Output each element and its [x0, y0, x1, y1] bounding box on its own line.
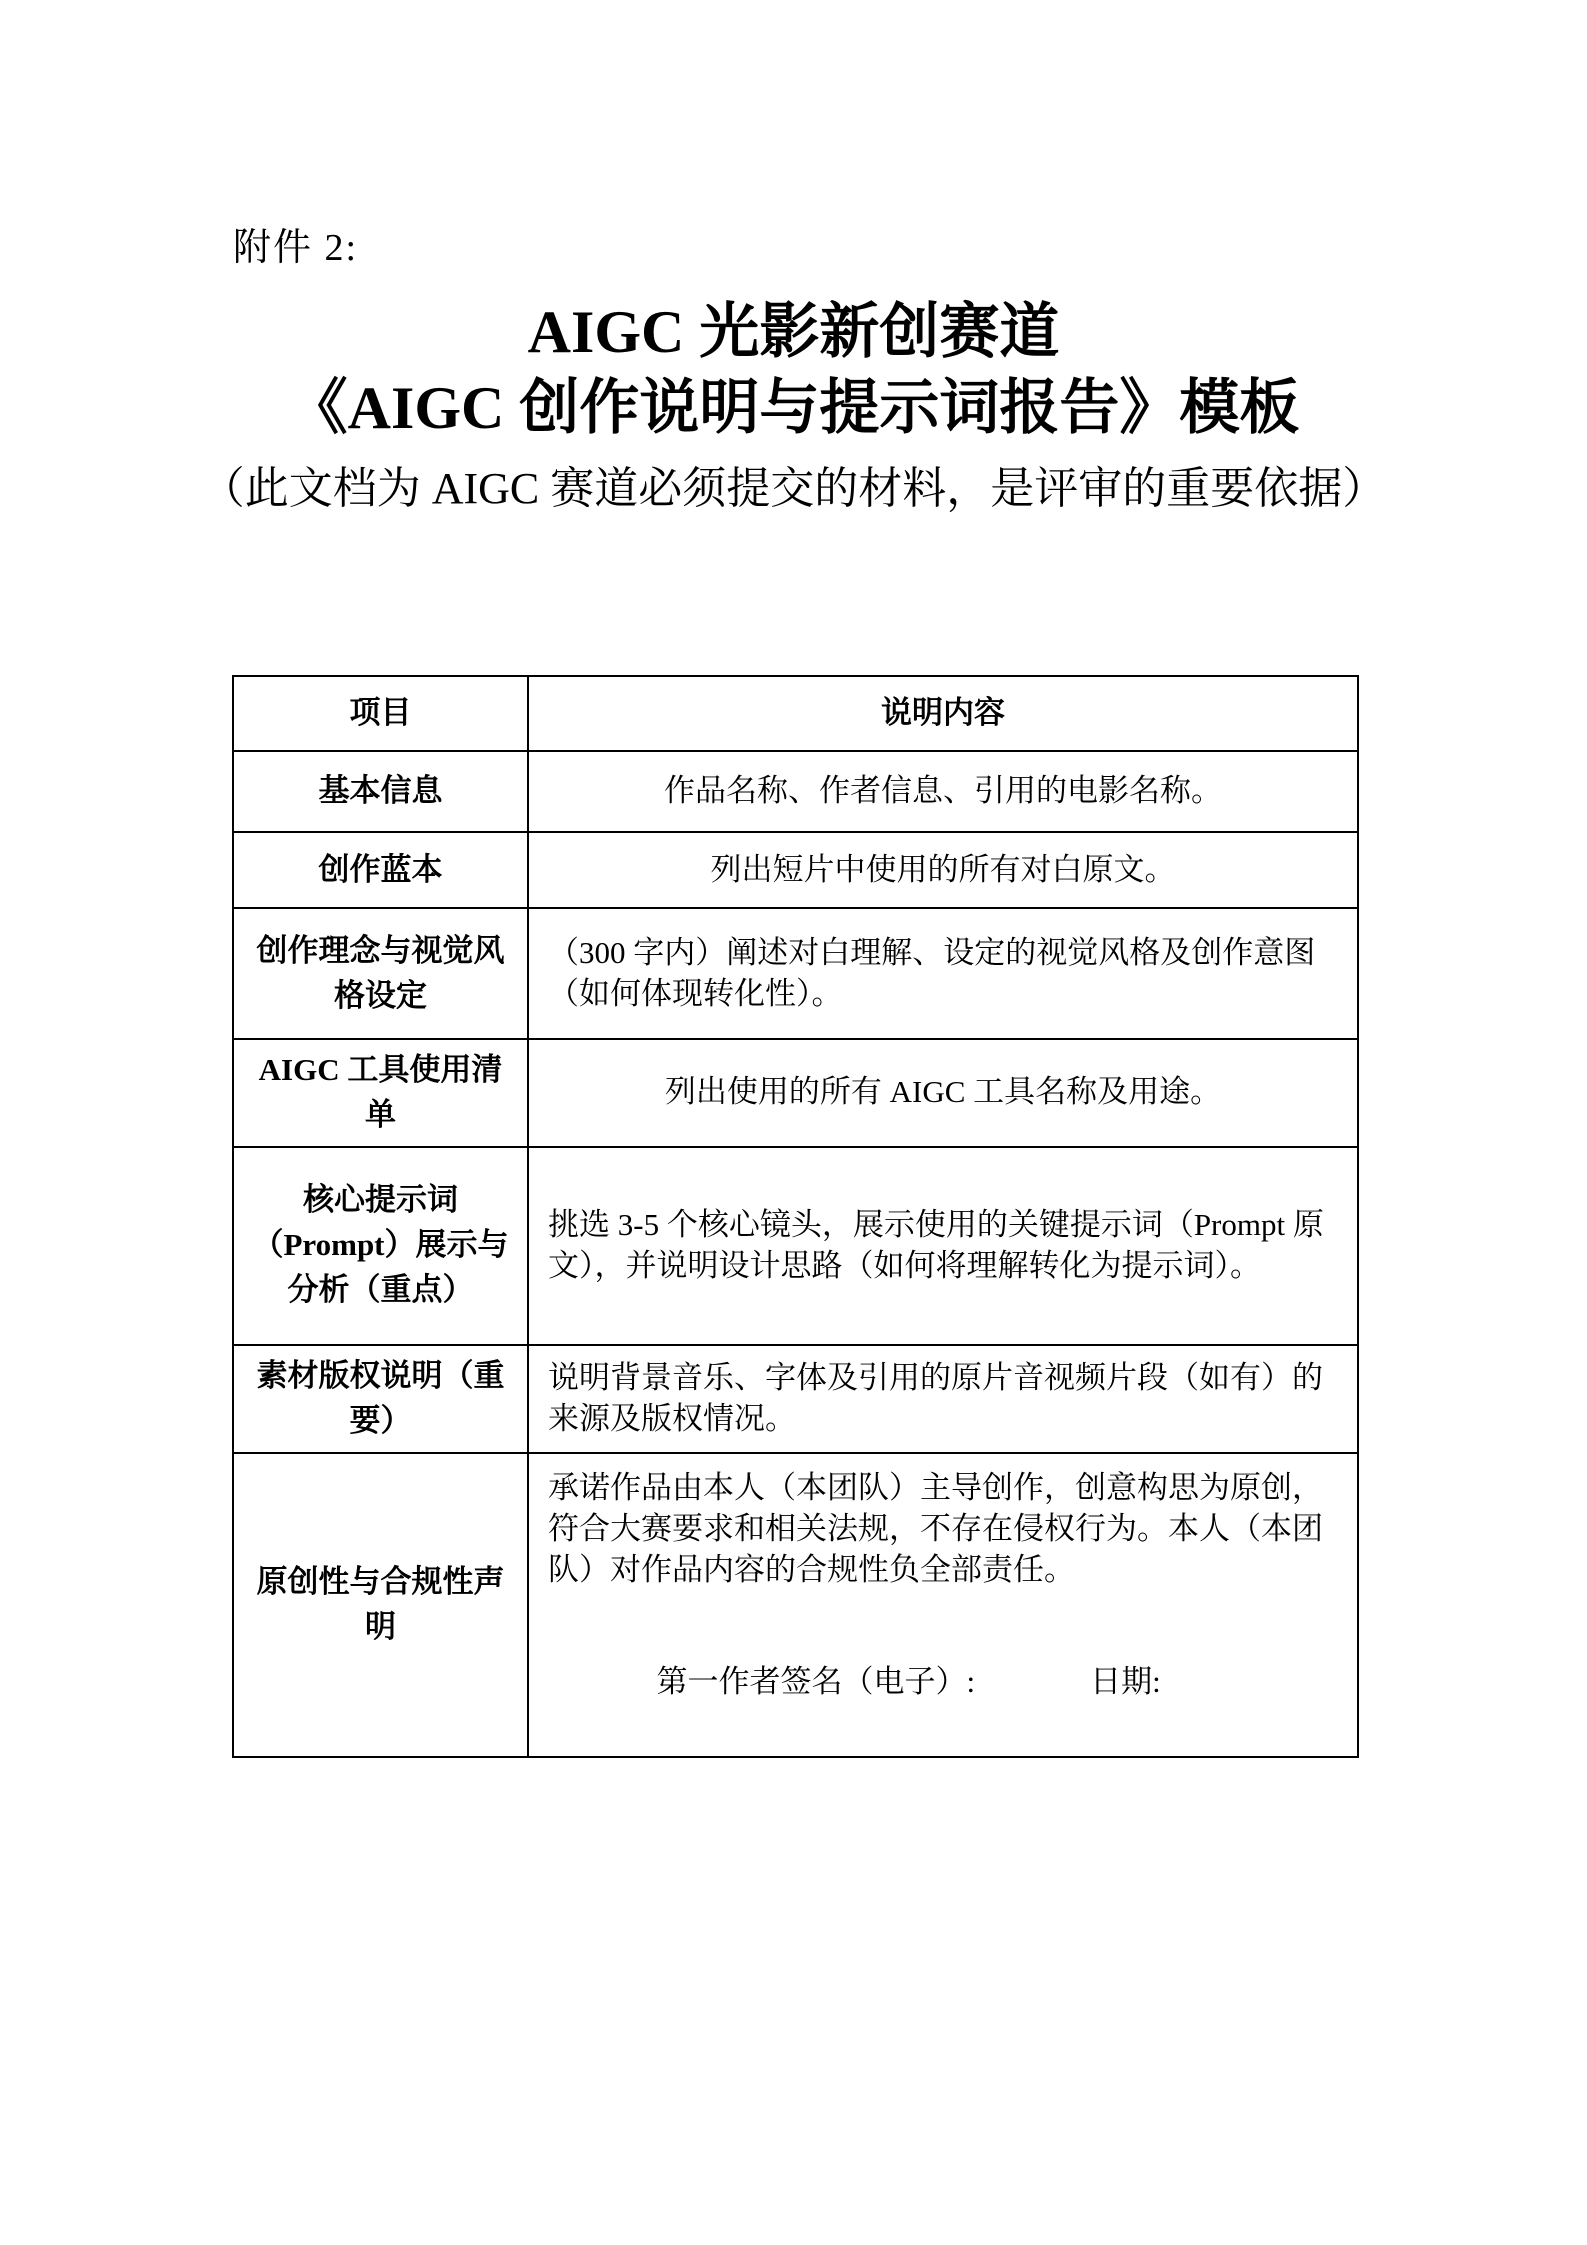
- row-item-label: 基本信息: [233, 751, 528, 832]
- signature-row: [548, 1621, 1338, 1744]
- column-header-item: 项目: [233, 676, 528, 751]
- row-content: （300 字内）阐述对白理解、设定的视觉风格及创作意图（如何体现转化性）。: [528, 908, 1358, 1039]
- row-content: 挑选 3-5 个核心镜头，展示使用的关键提示词（Prompt 原文），并说明设计思路（如何将理解转化为提示词）。: [528, 1147, 1358, 1345]
- table-row: [233, 1147, 1358, 1345]
- table-row: [233, 1453, 1358, 1757]
- table-header-row: [233, 676, 1358, 751]
- document-title-line1: AIGC 光影新创赛道: [527, 299, 1060, 365]
- row-content: 说明背景音乐、字体及引用的原片音视频片段（如有）的来源及版权情况。: [528, 1345, 1358, 1453]
- pledge-paragraph: 承诺作品由本人（本团队）主导创作，创意构思为原创，符合大赛要求和相关法规，不存在侵权行为。本人（本团队）对作品内容的合规性负全部责任。: [548, 1469, 1323, 1587]
- row-item-label: 创作蓝本: [233, 832, 528, 908]
- document-title-line2: 《AIGC 创作说明与提示词报告》模板: [287, 375, 1300, 441]
- document-subtitle: （此文档为 AIGC 赛道必须提交的材料，是评审的重要依据）: [200, 464, 1387, 513]
- date-label: 日期:: [1090, 1663, 1161, 1699]
- signature-label: 第一作者签名（电子）:: [656, 1663, 976, 1699]
- table-row: [233, 751, 1358, 832]
- table-row: [233, 908, 1358, 1039]
- row-content: 列出使用的所有 AIGC 工具名称及用途。: [528, 1039, 1358, 1147]
- row-item-label: 核心提示词（Prompt）展示与分析（重点）: [233, 1147, 528, 1345]
- table-row: [233, 832, 1358, 908]
- row-content: 作品名称、作者信息、引用的电影名称。: [528, 751, 1358, 832]
- table-row: [233, 1039, 1358, 1147]
- table-row: [233, 1345, 1358, 1453]
- row-content: [528, 1453, 1358, 1757]
- column-header-content: 说明内容: [528, 676, 1358, 751]
- row-item-label: 原创性与合规性声明: [233, 1453, 528, 1757]
- declaration-cell-layout: [548, 1464, 1338, 1744]
- row-content: 列出短片中使用的所有对白原文。: [528, 832, 1358, 908]
- row-item-label: 创作理念与视觉风格设定: [233, 908, 528, 1039]
- attachment-label: 附件 2:: [233, 227, 359, 269]
- spec-table: [232, 675, 1359, 1758]
- row-item-label: AIGC 工具使用清单: [233, 1039, 528, 1147]
- row-item-label: 素材版权说明（重要）: [233, 1345, 528, 1453]
